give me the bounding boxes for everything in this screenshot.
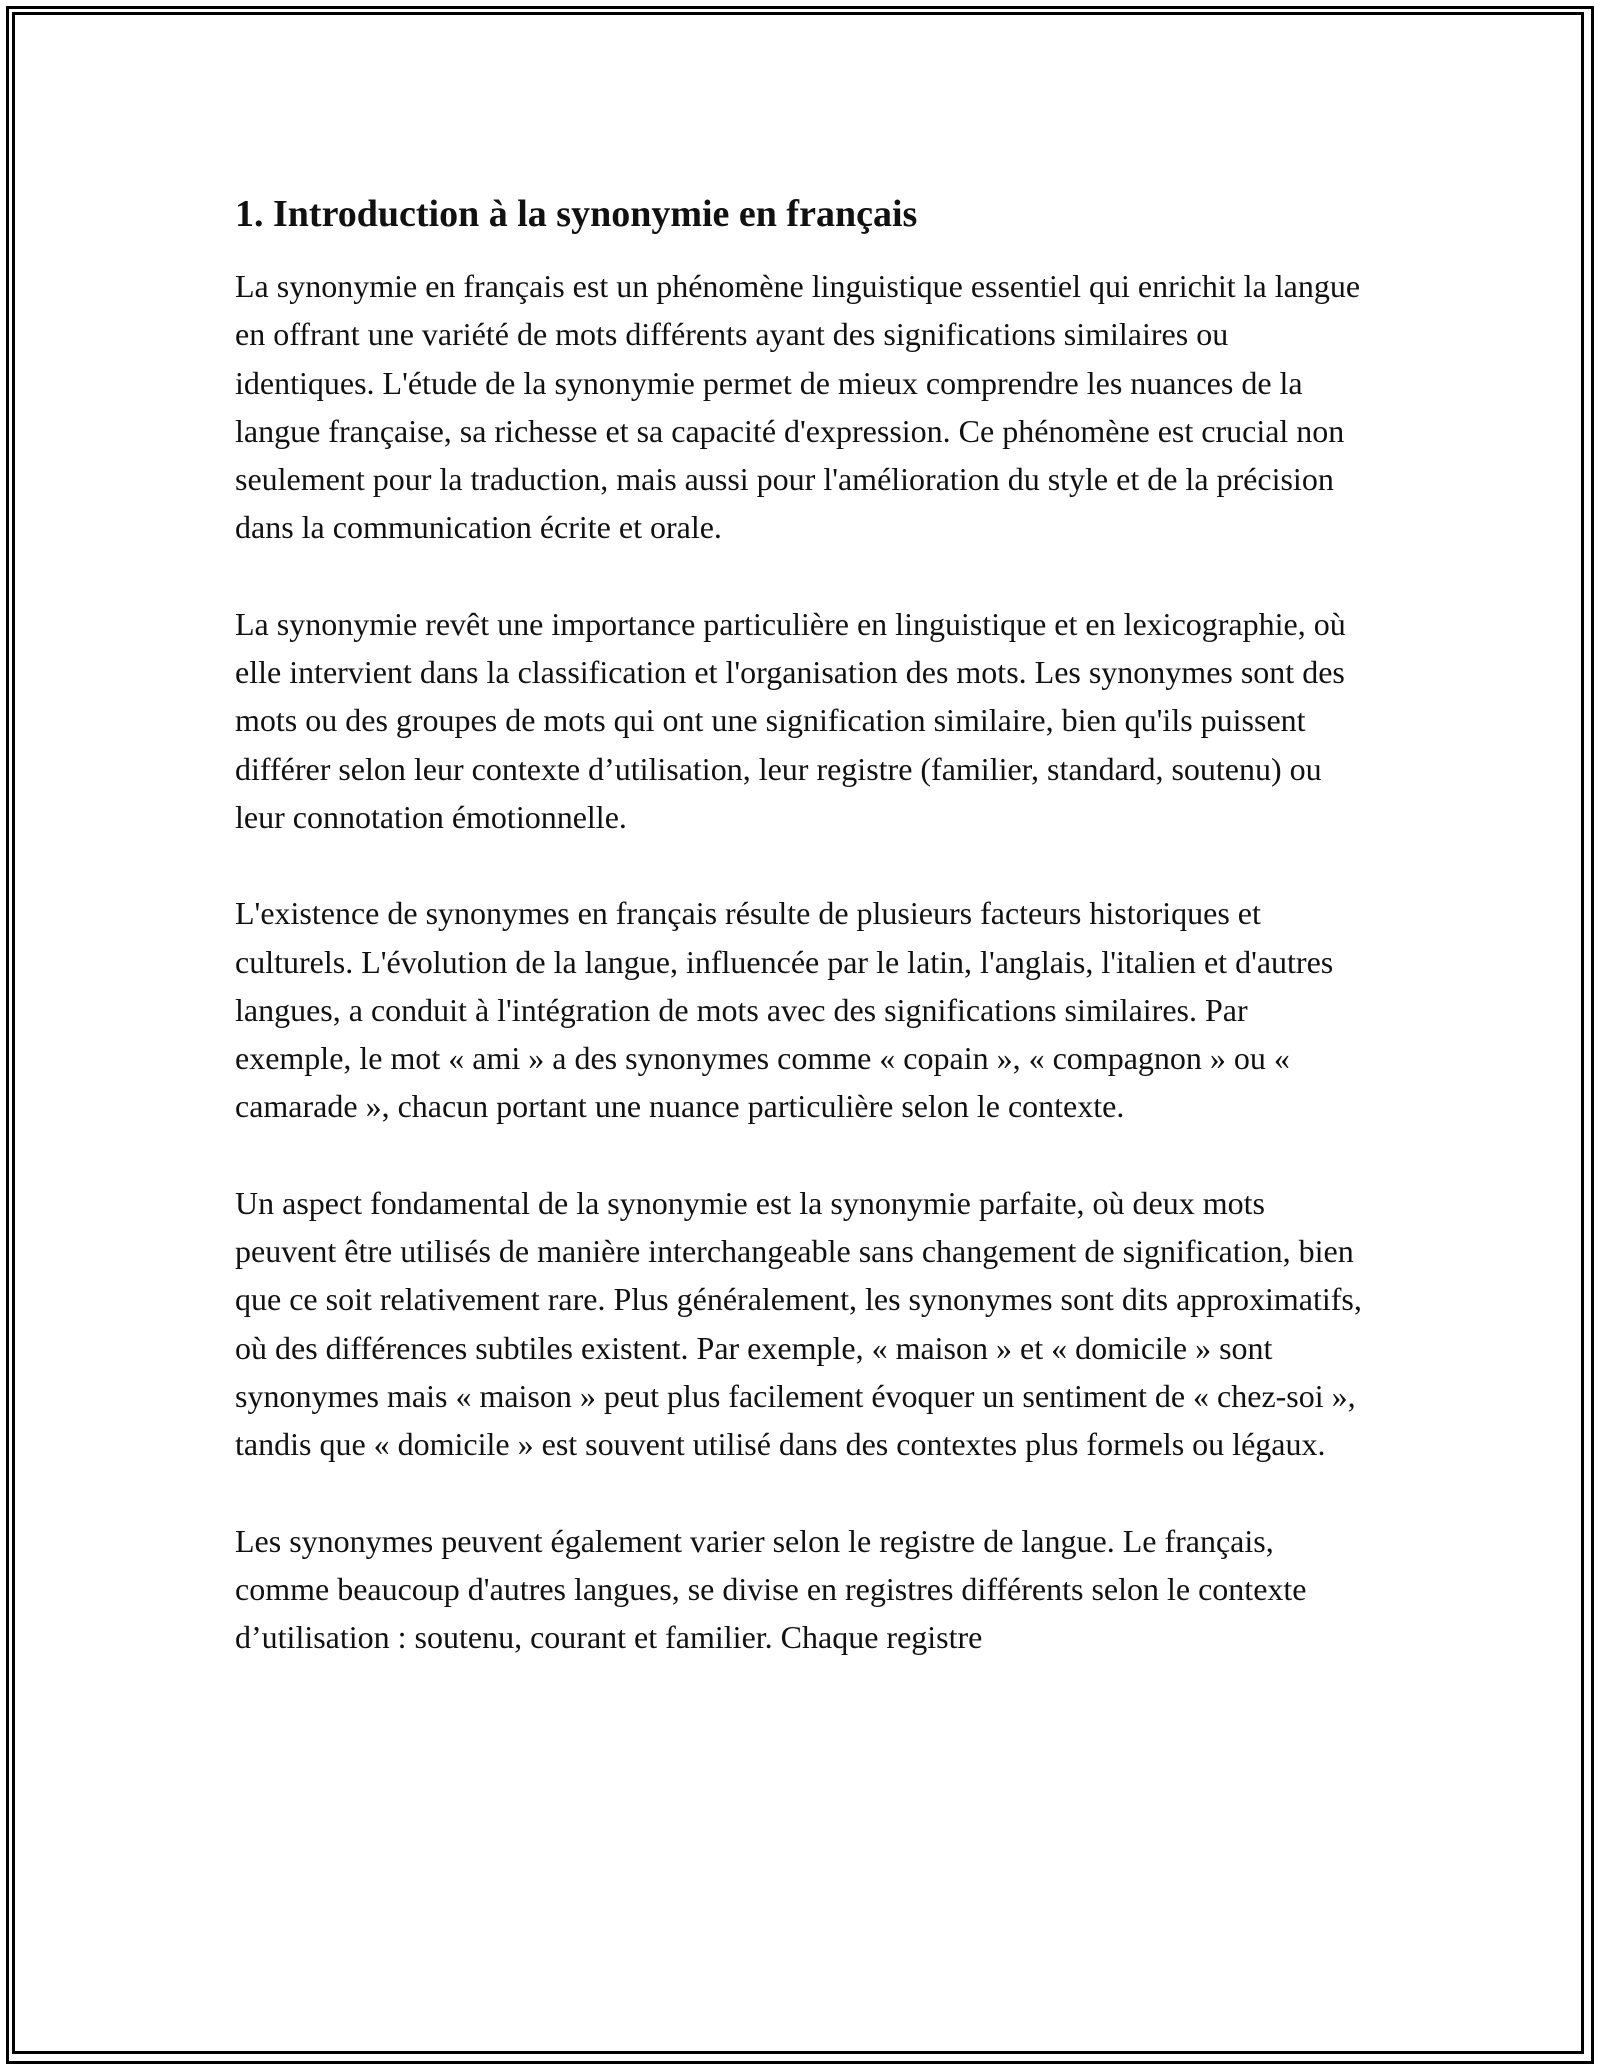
paragraph-5: Les synonymes peuvent également varier selon le registre de langue. Le français, comme beaucoup d'autres langues, se divise en registres différents selon le contexte d’utilisation : soutenu, courant et familier. Chaque registre: [235, 1522, 1307, 1656]
document-body: [235, 188, 1365, 1661]
paragraph-4: Un aspect fondamental de la synonymie est la synonymie parfaite, où deux mots peuvent être utilisés de manière interchangeable sans changement de signification, bien que ce soit relativement rare. Plus généralement, les synonymes sont dits approximatifs, où des différences subtiles existent. Par exemple, « maison » et « domicile » sont synonymes mais « maison » peut plus facilement évoquer un sentiment de « chez-soi », tandis que « domicile » est souvent utilisé dans des contextes plus formels ou légaux.: [235, 1184, 1362, 1463]
section-title: 1. Introduction à la synonymie en français: [235, 193, 918, 235]
paragraph-2: La synonymie revêt une importance particulière en linguistique et en lexicographie, où elle intervient dans la classification et l'organisation des mots. Les synonymes sont des mots ou des groupes de mots qui ont une signification similaire, bien qu'ils puissent différer selon leur contexte d’utilisation, leur registre (familier, standard, soutenu) ou leur connotation émotionnelle.: [235, 605, 1346, 835]
paragraph-3: L'existence de synonymes en français résulte de plusieurs facteurs historiques et culturels. L'évolution de la langue, influencée par le latin, l'anglais, l'italien et d'autres langues, a conduit à l'intégration de mots avec des significations similaires. Par exemple, le mot « ami » a des synonymes comme « copain », « compagnon » ou « camarade », chacun portant une nuance particulière selon le contexte.: [235, 895, 1334, 1125]
paragraph-1: La synonymie en français est un phénomène linguistique essentiel qui enrichit la langue en offrant une variété de mots différents ayant des significations similaires ou identiques. L'étude de la synonymie permet de mieux comprendre les nuances de la langue française, sa richesse et sa capacité d'expression. Ce phénomène est crucial non seulement pour la traduction, mais aussi pour l'amélioration du style et de la précision dans la communication écrite et orale.: [235, 268, 1361, 546]
